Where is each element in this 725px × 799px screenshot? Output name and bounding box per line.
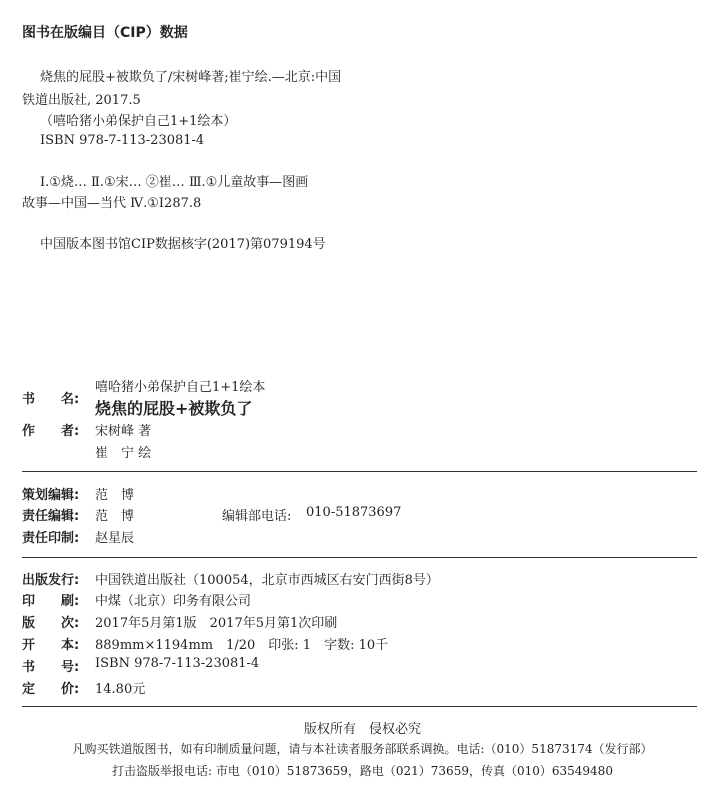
edition-label: 版 次: [22, 616, 80, 631]
divider [22, 471, 697, 472]
planning-editor-label: 策划编辑: [22, 488, 80, 503]
format: 889mm×1194mm 1/20 印张: 1 字数: 10千 [95, 638, 389, 653]
publisher-label: 出版发行: [22, 573, 80, 588]
price-label: 定 价: [22, 682, 80, 697]
series-name: 嘻哈猪小弟保护自己1+1绘本 [95, 380, 266, 395]
isbn: ISBN 978-7-113-23081-4 [95, 656, 260, 671]
piracy-notice: 打击盗版举报电话: 市电（010）51873659，路电（021）73659，传真（010）63549480 [112, 764, 613, 778]
rights-notice: 版权所有 侵权必究 [303, 722, 421, 737]
cip-line: 中国版本图书馆CIP数据核字(2017)第079194号 [40, 237, 326, 252]
planning-editor: 范 博 [95, 488, 135, 503]
author-name: 宋树峰 著 [95, 424, 152, 439]
cip-line: 故事—中国—当代 Ⅳ.①I287.8 [22, 196, 202, 211]
printer: 中煤（北京）印务有限公司 [95, 594, 252, 609]
print-manager-label: 责任印制: [22, 531, 80, 546]
printer-label: 印 刷: [22, 594, 80, 609]
book-title: 烧焦的屁股+被欺负了 [95, 399, 253, 418]
price: 14.80元 [95, 682, 146, 697]
print-manager: 赵星辰 [95, 531, 135, 546]
author-label: 作 者: [22, 424, 80, 439]
title-label: 书 名: [22, 392, 80, 407]
cip-line: 烧焦的屁股+被欺负了/宋树峰著;崔宁绘.—北京:中国 [40, 70, 342, 85]
editorial-phone: 010-51873697 [306, 505, 402, 520]
phone-label: 编辑部电话: [222, 509, 292, 524]
cip-line: 铁道出版社, 2017.5 [22, 93, 141, 108]
service-notice: 凡购买铁道版图书，如有印制质量问题，请与本社读者服务部联系调换。电话:（010）51873174（发行部） [72, 742, 653, 756]
divider [22, 557, 697, 558]
edition: 2017年5月第1版 2017年5月第1次印刷 [95, 616, 338, 631]
illustrator-name: 崔 宁 绘 [95, 446, 152, 461]
cip-line: ISBN 978-7-113-23081-4 [40, 133, 205, 148]
isbn-label: 书 号: [22, 660, 80, 675]
divider [22, 706, 697, 707]
responsible-editor: 范 博 [95, 509, 135, 524]
responsible-editor-label: 责任编辑: [22, 509, 80, 524]
format-label: 开 本: [22, 638, 80, 653]
cip-line: Ⅰ.①烧… Ⅱ.①宋… ②崔… Ⅲ.①儿童故事—图画 [40, 175, 309, 190]
cip-line: （嘻哈猪小弟保护自己1+1绘本） [40, 114, 237, 129]
publisher: 中国铁道出版社（100054，北京市西城区右安门西街8号） [95, 573, 439, 588]
cip-title: 图书在版编目（CIP）数据 [22, 25, 188, 41]
